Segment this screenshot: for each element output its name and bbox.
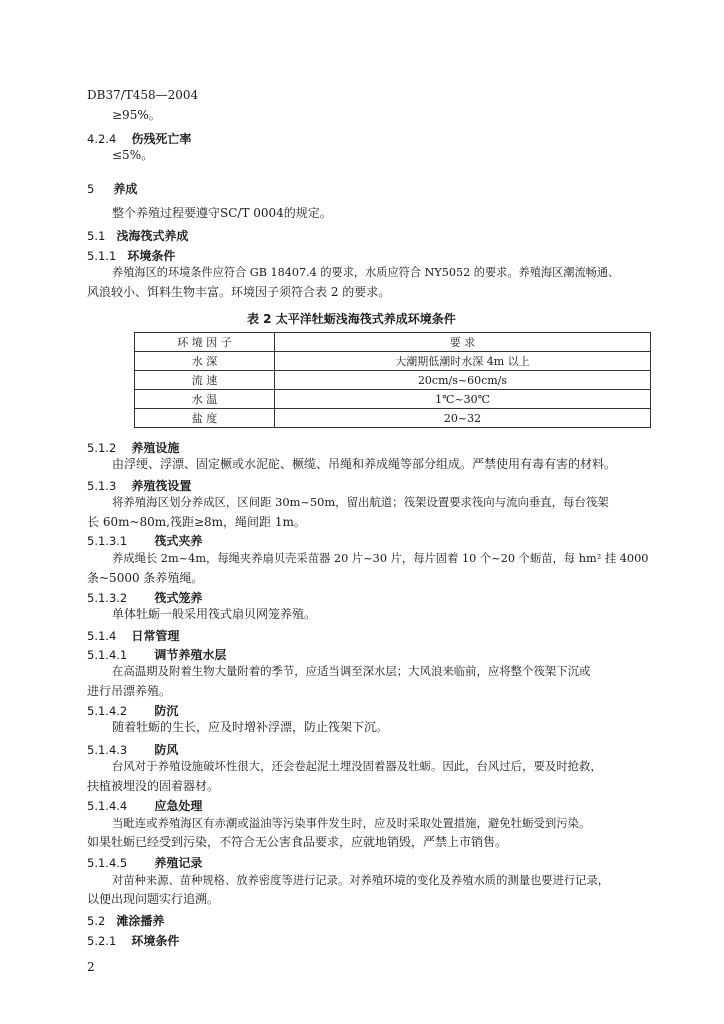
table-cell: 1℃~30℃ xyxy=(275,390,651,409)
paragraph-line: 以便出现问题实行追溯。 xyxy=(87,892,220,906)
section-title: 养成 xyxy=(113,182,138,196)
section-title: 筏式夹养 xyxy=(154,534,203,548)
section-heading xyxy=(87,700,178,719)
section-heading xyxy=(87,178,137,197)
paragraph-line: 整个养殖过程要遵守SC/T 0004的规定。 xyxy=(112,206,332,220)
section-number: 5.1 xyxy=(87,229,106,243)
section-title: 浅海筏式养成 xyxy=(116,229,189,243)
table-cell: 大潮期低潮时水深 4m 以上 xyxy=(275,352,651,371)
section-number: 5.1.1 xyxy=(87,249,117,263)
section-number: 5.1.3.1 xyxy=(87,534,128,548)
section-heading xyxy=(87,128,191,147)
paragraph-line: ≤5%。 xyxy=(112,148,154,162)
section-number: 4.2.4 xyxy=(87,132,117,146)
section-title: 调节养殖水层 xyxy=(154,648,227,662)
section-number: 5.1.3.2 xyxy=(87,591,128,605)
section-heading xyxy=(87,739,178,758)
section-number: 5.1.4.2 xyxy=(87,704,128,718)
section-title: 环境条件 xyxy=(127,249,176,263)
section-title: 防风 xyxy=(154,743,179,757)
section-number: 5.1.4.4 xyxy=(87,799,128,813)
section-heading xyxy=(87,910,164,929)
paragraph-line: 对苗种来源、苗种规格、放养密度等进行记录。对养殖环境的变化及养殖水质的测量也要进行记录， xyxy=(112,874,610,887)
paragraph-line: 扶植被埋没的固着器材。 xyxy=(87,779,220,793)
paragraph-line: 由浮绠、浮漂、固定橛或水泥砣、橛缆、吊绳和养成绳等部分组成。严禁使用有毒有害的材料。 xyxy=(112,457,617,471)
paragraph-line: 台风对于养殖设施破坏性很大，还会卷起泥土埋没固着器及牡蛎。因此，台风过后，要及时抢救， xyxy=(112,759,602,773)
paragraph-line: 养成绳长 2m~4m，每绳夹养扇贝壳采苗器 20 片~30 片，每片固着 10 个~20 个蛎苗，每 hm² 挂 4000 xyxy=(112,552,649,565)
section-title: 筏式笼养 xyxy=(154,591,203,605)
table-row xyxy=(135,409,651,428)
paragraph-line: ≥95%。 xyxy=(112,108,161,122)
paragraph-line: 单体牡蛎一般采用筏式扇贝网笼养殖。 xyxy=(112,607,317,621)
page-number: 2 xyxy=(87,960,95,974)
paragraph-line: 在高温期及附着生物大量附着的季节，应适当调至深水层；大风浪来临前，应将整个筏架下沉或 xyxy=(112,664,591,678)
paragraph-line: 当毗连或养殖海区有赤潮或溢油等污染事件发生时，应及时采取处置措施，避免牡蛎受到污染。 xyxy=(112,816,591,830)
section-title: 养殖记录 xyxy=(154,856,203,870)
section-heading xyxy=(87,437,179,456)
table-cell: 盐 度 xyxy=(135,409,275,428)
section-number: 5.2.1 xyxy=(87,934,117,948)
section-heading xyxy=(87,852,202,871)
section-title: 滩涂播养 xyxy=(116,914,165,928)
paragraph-line: 养殖海区的环境条件应符合 GB 18407.4 的要求，水质应符合 NY5052 的要求。养殖海区潮流畅通、 xyxy=(112,266,620,279)
table-row xyxy=(135,352,651,371)
table-cell: 20~32 xyxy=(275,409,651,428)
paragraph-line: 随着牡蛎的生长，应及时增补浮漂，防止筏架下沉。 xyxy=(112,720,389,734)
table-row xyxy=(135,371,651,390)
section-number: 5.1.4.3 xyxy=(87,743,128,757)
paragraph-line: 进行吊漂养殖。 xyxy=(87,684,172,698)
table-header-cell: 环 境 因 子 xyxy=(135,333,275,352)
paragraph-line: 如果牡蛎已经受到污染，不符合无公害食品要求，应就地销毁，严禁上市销售。 xyxy=(87,835,508,849)
table-header-cell: 要 求 xyxy=(275,333,651,352)
paragraph-line: 风浪较小、饵料生物丰富。环境因子须符合表 2 的要求。 xyxy=(87,285,391,299)
environment-table xyxy=(134,332,651,428)
section-heading xyxy=(87,644,226,663)
paragraph-line: 长 60m~80m,筏距≥8m，绳间距 1m。 xyxy=(87,515,306,529)
section-title: 环境条件 xyxy=(131,934,180,948)
section-heading xyxy=(87,225,188,244)
section-title: 伤残死亡率 xyxy=(131,132,192,146)
paragraph-line: 条~5000 条养殖绳。 xyxy=(87,571,204,585)
section-number: 5.1.2 xyxy=(87,441,117,455)
document-id: DB37/T458—2004 xyxy=(87,88,199,102)
section-heading xyxy=(87,587,202,606)
section-heading xyxy=(87,795,202,814)
table-cell: 20cm/s~60cm/s xyxy=(275,371,651,390)
section-heading xyxy=(87,245,175,264)
section-heading xyxy=(87,530,202,549)
section-heading xyxy=(87,475,191,494)
section-heading xyxy=(87,930,179,949)
table-caption: 表 2 太平洋牡蛎浅海筏式养成环境条件 xyxy=(247,312,456,326)
table-cell: 流 速 xyxy=(135,371,275,390)
table-row xyxy=(135,390,651,409)
section-title: 应急处理 xyxy=(154,799,203,813)
section-title: 养殖设施 xyxy=(131,441,180,455)
section-number: 5.1.4.1 xyxy=(87,648,128,662)
section-title: 日常管理 xyxy=(131,629,180,643)
section-heading xyxy=(87,625,179,644)
table-cell: 水 温 xyxy=(135,390,275,409)
paragraph-line: 将养殖海区划分养成区，区间距 30m~50m，留出航道；筏架设置要求筏向与流向垂直，每台筏架 xyxy=(112,495,609,509)
section-title: 养殖筏设置 xyxy=(131,479,192,493)
table-header-row xyxy=(135,333,651,352)
section-title: 防沉 xyxy=(154,704,179,718)
section-number: 5 xyxy=(87,182,95,196)
section-number: 5.1.3 xyxy=(87,479,117,493)
section-number: 5.1.4.5 xyxy=(87,856,128,870)
section-number: 5.2 xyxy=(87,914,106,928)
section-number: 5.1.4 xyxy=(87,629,117,643)
table-cell: 水 深 xyxy=(135,352,275,371)
